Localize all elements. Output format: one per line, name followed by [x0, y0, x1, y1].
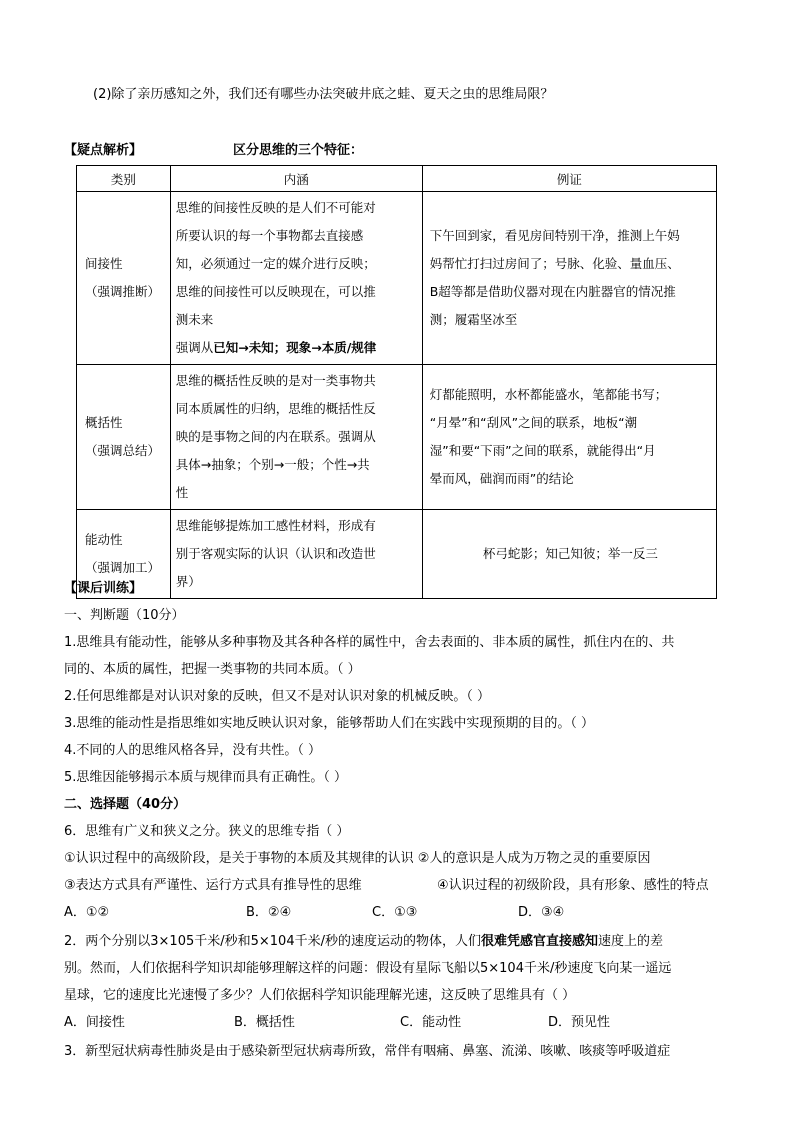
- table-header-row: [77, 166, 717, 192]
- q2-option-a: A．间接性: [64, 1015, 125, 1030]
- q2-line-3: 星球，它的速度比光速慢了多少？人们依据科学知识能理解光速，这反映了思维具有（ ）: [64, 988, 576, 1003]
- content-cell: 思维能够提炼加工感性材料，形成有 别于客观实际的认识（认识和改造世 界）: [170, 510, 422, 599]
- q2-option-b: B．概括性: [234, 1015, 295, 1030]
- header-example: 例证: [422, 166, 716, 192]
- analysis-title: 区分思维的三个特征：: [233, 143, 364, 158]
- section-choice-title: 二、选择题（40分）: [64, 797, 187, 812]
- category-cell: 概括性 （强调总结）: [77, 365, 171, 510]
- example-cell: 下午回到家，看见房间特别干净，推测上午妈 妈帮忙打扫过房间了；号脉、化验、量血压、 B超等都是借助仪器对现在内脏器官的情况推 测；履霜坚冰至: [422, 192, 716, 365]
- q2-line-1: 2．两个分别以3×105千米/秒和5×104千米/秒的速度运动的物体，人们很难凭感官直接感知速度上的差: [64, 934, 664, 949]
- category-cell: 间接性 （强调推断）: [77, 192, 171, 365]
- practice-heading: 【课后训练】: [64, 581, 143, 596]
- header-content: 内涵: [170, 166, 422, 192]
- section-judge-title: 一、判断题（10分）: [64, 608, 185, 623]
- content-cell: 思维的概括性反映的是对一类事物共 同本质属性的归纳，思维的概括性反 映的是事物之间的内在联系。强调从 具体→抽象；个别→一般；个性→共 性: [170, 365, 422, 510]
- content-cell: 思维的间接性反映的是人们不可能对 所要认识的每一个事物都去直接感 知，必须通过一定的媒介进行反映； 思维的间接性可以反映现在，可以推 测未来 强调从已知→未知；现象→本质/规律: [170, 192, 422, 365]
- judge-item: 3.思维的能动性是指思维如实地反映认识对象，能够帮助人们在实践中实现预期的目的。（ ）: [64, 716, 595, 731]
- q2-option-d: D．预见性: [548, 1015, 611, 1030]
- q6-option-c: C．①③: [372, 905, 418, 920]
- thinking-features-table: [76, 165, 717, 599]
- example-cell: 灯都能照明，水杯都能盛水，笔都能书写； “月晕”和“刮风”之间的联系，地板“潮 湿”和要“下雨”之间的联系，就能得出“月 晕而风，础润而雨”的结论: [422, 365, 716, 510]
- q6-statements-1: ①认识过程中的高级阶段，是关于事物的本质及其规律的认识 ②人的意识是人成为万物之灵的重要原因: [64, 851, 651, 866]
- example-cell: 杯弓蛇影；知己知彼；举一反三: [422, 510, 716, 599]
- q2-emphasis: 很难凭感官直接感知: [480, 934, 598, 949]
- judge-item: 4.不同的人的思维风格各异，没有共性。（ ）: [64, 743, 322, 758]
- table-row: [77, 510, 717, 599]
- q2-option-c: C．能动性: [400, 1015, 462, 1030]
- q6-stem: 6．思维有广义和狭义之分。狭义的思维专指（ ）: [64, 824, 350, 839]
- judge-item: 1.思维具有能动性，能够从多种事物及其各种各样的属性中，舍去表面的、非本质的属性，抓住内在的、共: [64, 635, 675, 650]
- q6-statement-4: ④认识过程的初级阶段，具有形象、感性的特点: [437, 878, 709, 893]
- q6-option-b: B．②④: [246, 905, 292, 920]
- judge-item: 同的、本质的属性，把握一类事物的共同本质。（ ）: [64, 662, 361, 677]
- header-category: 类别: [77, 166, 171, 192]
- q6-option-d: D．③④: [518, 905, 565, 920]
- table-row: [77, 365, 717, 510]
- table-row: [77, 192, 717, 365]
- content-emphasis: 已知→未知；现象→本质/规律: [213, 340, 377, 355]
- category-cell: 能动性 （强调加工）: [77, 510, 171, 599]
- analysis-heading: 【疑点解析】: [64, 143, 143, 158]
- q2-line-2: 别。然而，人们依据科学知识却能够理解这样的问题：假设有星际飞船以5×104千米/秒速度飞向某一遥远: [64, 961, 672, 976]
- q3-line-1: 3．新型冠状病毒性肺炎是由于感染新型冠状病毒所致，常伴有咽痛、鼻塞、流涕、咳嗽、咳痰等呼吸道症: [64, 1044, 671, 1059]
- judge-item: 2.任何思维都是对认识对象的反映，但又不是对认识对象的机械反映。（ ）: [64, 689, 491, 704]
- q6-statement-3: ③表达方式具有严谨性、运行方式具有推导性的思维: [64, 878, 362, 893]
- top-question: (2)除了亲历感知之外，我们还有哪些办法突破井底之蛙、夏天之虫的思维局限？: [93, 87, 554, 102]
- judge-item: 5.思维因能够揭示本质与规律而具有正确性。（ ）: [64, 770, 348, 785]
- q6-option-a: A．①②: [64, 905, 110, 920]
